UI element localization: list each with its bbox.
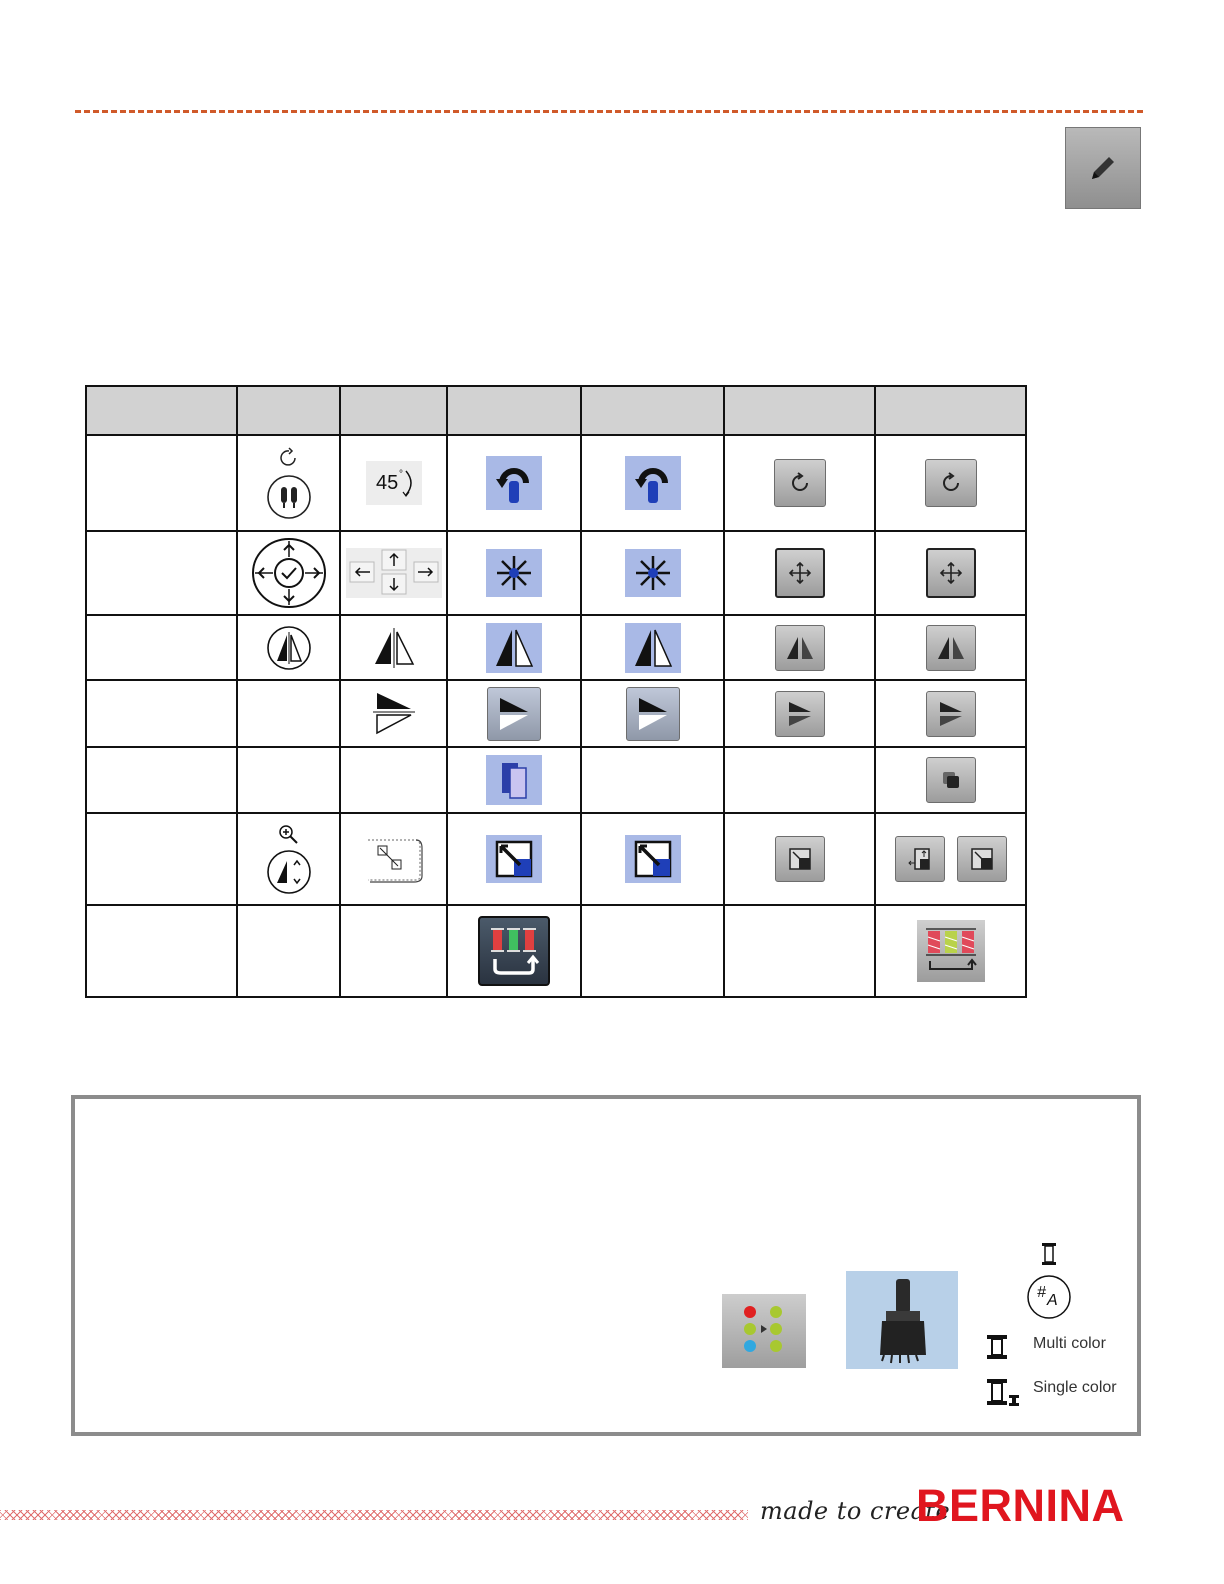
mirror-lr-blue-icon[interactable] <box>486 623 542 673</box>
spool-icon <box>1039 1241 1059 1267</box>
table-cell <box>724 813 875 905</box>
mirror-ud-gray-icon[interactable] <box>926 691 976 737</box>
table-row-mirror-vertical <box>86 680 1026 747</box>
table-cell <box>447 813 581 905</box>
table-cell <box>875 905 1026 997</box>
table-cell <box>447 435 581 531</box>
single-color-spool-icon <box>985 1377 1021 1409</box>
resize-box-icon[interactable] <box>364 834 424 884</box>
row-label-cell <box>86 615 237 680</box>
header-cell <box>340 386 447 435</box>
table-cell <box>237 531 340 615</box>
mirror-ud-blue-icon[interactable] <box>626 687 680 741</box>
table-cell <box>237 905 340 997</box>
header-cell <box>875 386 1026 435</box>
table-cell <box>581 531 724 615</box>
table-cell <box>340 747 447 813</box>
resize-gray-icon[interactable] <box>957 836 1007 882</box>
zoom-in-icon <box>277 823 301 845</box>
table-cell <box>447 905 581 997</box>
table-cell <box>237 747 340 813</box>
table-cell <box>581 747 724 813</box>
table-row-color-sort <box>86 905 1026 997</box>
table-cell <box>447 531 581 615</box>
rotate-blue-icon[interactable] <box>486 456 542 510</box>
multi-color-label: Multi color <box>1033 1335 1106 1352</box>
row-label-cell <box>86 747 237 813</box>
edit-button[interactable] <box>1065 127 1141 209</box>
spool-swap-icon[interactable] <box>478 916 550 986</box>
table-cell <box>875 531 1026 615</box>
table-cell <box>340 813 447 905</box>
footer-tagline: made to create <box>760 1497 951 1525</box>
footer-zigzag-line <box>0 1510 748 1520</box>
table-cell <box>581 680 724 747</box>
mirror-ud-gray-icon[interactable] <box>775 691 825 737</box>
pencil-icon <box>1086 151 1120 185</box>
brush-icon <box>846 1271 958 1369</box>
table-cell <box>340 615 447 680</box>
mirror-lr-gray-icon[interactable] <box>775 625 825 671</box>
table-row-duplicate <box>86 747 1026 813</box>
move-arrows-icon[interactable] <box>346 548 442 598</box>
table-cell <box>724 747 875 813</box>
table-cell <box>340 905 447 997</box>
table-cell <box>724 680 875 747</box>
needles-circle-icon[interactable] <box>266 474 312 520</box>
table-cell <box>581 435 724 531</box>
table-cell <box>875 680 1026 747</box>
duplicate-blue-icon[interactable] <box>486 755 542 805</box>
table-header-row <box>86 386 1026 435</box>
header-cell <box>581 386 724 435</box>
table-row-mirror-horizontal <box>86 615 1026 680</box>
color-dots-icon <box>722 1294 806 1368</box>
single-color-label: Single color <box>1033 1379 1117 1396</box>
color-dots-button[interactable] <box>722 1294 806 1368</box>
table-cell <box>581 905 724 997</box>
top-dashed-rule <box>75 110 1143 113</box>
table-cell <box>724 615 875 680</box>
svg-text:°: ° <box>398 469 403 480</box>
table-cell <box>581 615 724 680</box>
resize-gray-icon[interactable] <box>775 836 825 882</box>
mirror-ud-blue-icon[interactable] <box>487 687 541 741</box>
resize-blue-icon[interactable] <box>486 835 542 883</box>
move-gray-icon[interactable] <box>926 548 976 598</box>
note-box <box>71 1095 1141 1436</box>
table-cell <box>237 435 340 531</box>
table-cell <box>724 531 875 615</box>
header-cell <box>86 386 237 435</box>
header-cell <box>237 386 340 435</box>
table-cell <box>237 615 340 680</box>
mirror-lr-gray-icon[interactable] <box>926 625 976 671</box>
table-cell <box>875 435 1026 531</box>
rotate-blue-icon[interactable] <box>625 456 681 510</box>
table-cell <box>340 531 447 615</box>
move-star-blue-icon[interactable] <box>486 549 542 597</box>
table-cell <box>875 615 1026 680</box>
table-cell <box>724 905 875 997</box>
table-cell <box>581 813 724 905</box>
brush-button[interactable] <box>846 1271 958 1369</box>
move-gray-icon[interactable] <box>775 548 825 598</box>
table-row-move <box>86 531 1026 615</box>
header-cell <box>724 386 875 435</box>
svg-text:45: 45 <box>375 472 398 494</box>
mirror-lr-icon[interactable] <box>369 626 419 670</box>
move-dial-icon[interactable] <box>251 537 327 609</box>
row-label-cell <box>86 813 237 905</box>
move-star-blue-icon[interactable] <box>625 549 681 597</box>
mirror-ud-icon[interactable] <box>369 689 419 739</box>
table-cell <box>340 435 447 531</box>
svg-text:A: A <box>1047 1292 1058 1309</box>
mirror-circle-icon[interactable] <box>266 625 312 671</box>
resize-circle-icon[interactable] <box>266 849 312 895</box>
multi-color-spool-icon <box>985 1333 1009 1361</box>
table-cell <box>237 813 340 905</box>
row-label-cell <box>86 531 237 615</box>
table-cell <box>875 747 1026 813</box>
resize-blue-icon[interactable] <box>625 835 681 883</box>
header-cell <box>447 386 581 435</box>
row-label-cell <box>86 905 237 997</box>
table-cell <box>447 615 581 680</box>
table-cell <box>875 813 1026 905</box>
rotate-arrow-icon <box>277 446 301 470</box>
table-cell <box>340 680 447 747</box>
resize-proportional-gray-icon[interactable] <box>895 836 945 882</box>
rotate-gray-icon[interactable] <box>774 459 826 507</box>
table-cell <box>724 435 875 531</box>
table-row-resize <box>86 813 1026 905</box>
tool-comparison-table <box>85 385 1027 998</box>
table-cell <box>447 747 581 813</box>
spool-swap-gray-icon[interactable] <box>917 920 985 982</box>
row-label-cell <box>86 435 237 531</box>
table-cell <box>447 680 581 747</box>
brand-logo: BERNINA <box>916 1480 1125 1531</box>
table-cell <box>237 680 340 747</box>
rotate-gray-icon[interactable] <box>925 459 977 507</box>
mirror-lr-blue-icon[interactable] <box>625 623 681 673</box>
duplicate-gray-icon[interactable] <box>926 757 976 803</box>
row-label-cell <box>86 680 237 747</box>
table-row-rotate <box>86 435 1026 531</box>
rotate-45-icon[interactable] <box>366 461 422 505</box>
color-number-icon[interactable] <box>1025 1273 1073 1321</box>
svg-text:#: # <box>1037 1284 1046 1301</box>
